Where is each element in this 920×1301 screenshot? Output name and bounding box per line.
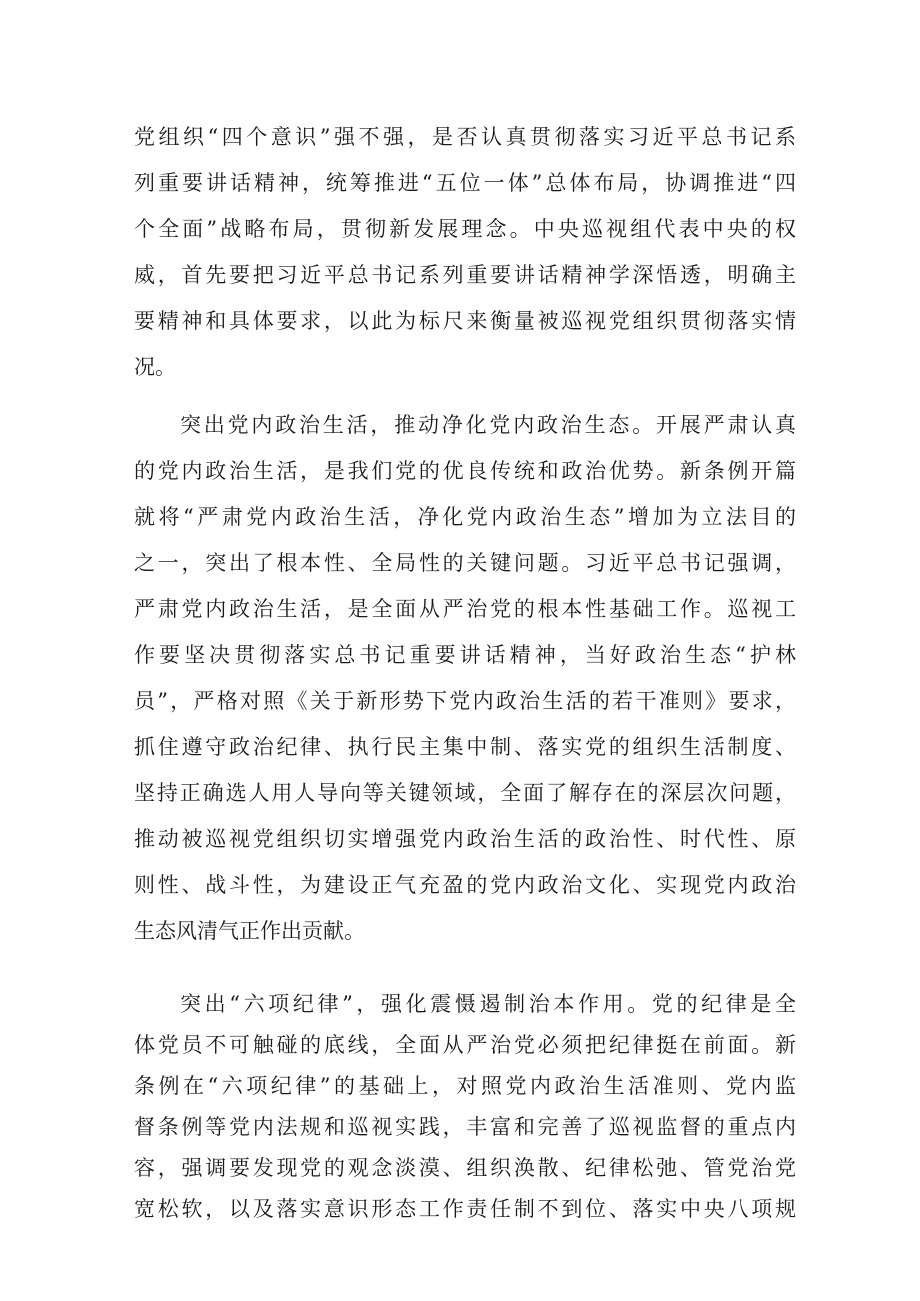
text-line: 之一，突出了根本性、全局性的关键问题。习近平总书记强调，	[134, 551, 796, 575]
text-line: 抓住遵守政治纪律、执行民主集中制、落实党的组织生活制度、	[134, 735, 796, 759]
text-line: 督条例等党内法规和巡视实践，丰富和完善了巡视监督的重点内	[134, 1115, 796, 1139]
text-line: 坚持正确选人用人导向等关键领域，全面了解存在的深层次问题，	[134, 781, 796, 805]
paragraph-2	[134, 402, 796, 954]
text-line: 的党内政治生活，是我们党的优良传统和政治优势。新条例开篇	[134, 459, 796, 483]
text-line: 个全面”战略布局，贯彻新发展理念。中央巡视组代表中央的权	[134, 217, 796, 241]
text-line: 生态风清气正作出贡献。	[134, 919, 365, 943]
paragraph-3	[134, 984, 796, 1230]
text-line: 员”，严格对照《关于新形势下党内政治生活的若干准则》要求，	[134, 689, 796, 713]
text-line: 宽松软，以及落实意识形态工作责任制不到位、落实中央八项规	[134, 1197, 796, 1221]
text-line: 就将“严肃党内政治生活，净化党内政治生态”增加为立法目的	[134, 505, 796, 529]
text-line: 威，首先要把习近平总书记系列重要讲话精神学深悟透，明确主	[134, 263, 796, 287]
text-line: 严肃党内政治生活，是全面从严治党的根本性基础工作。巡视工	[134, 597, 796, 621]
text-line: 体党员不可触碰的底线，全面从严治党必须把纪律挺在前面。新	[134, 1033, 796, 1057]
text-line: 党组织“四个意识”强不强，是否认真贯彻落实习近平总书记系	[134, 125, 796, 149]
text-line: 容，强调要发现党的观念淡漠、组织涣散、纪律松弛、管党治党	[134, 1156, 796, 1180]
text-line: 列重要讲话精神，统筹推进“五位一体”总体布局，协调推进“四	[134, 171, 796, 195]
text-line: 况。	[134, 355, 176, 379]
text-line: 则性、战斗性，为建设正气充盈的党内政治文化、实现党内政治	[134, 873, 796, 897]
text-line: 突出党内政治生活，推动净化党内政治生态。开展严肃认真	[180, 413, 796, 437]
paragraph-1	[134, 114, 796, 390]
text-line: 条例在“六项纪律”的基础上，对照党内政治生活准则、党内监	[134, 1074, 796, 1098]
text-line: 要精神和具体要求，以此为标尺来衡量被巡视党组织贯彻落实情	[134, 309, 796, 333]
text-line: 突出“六项纪律”，强化震慑遏制治本作用。党的纪律是全	[180, 992, 796, 1016]
text-line: 推动被巡视党组织切实增强党内政治生活的政治性、时代性、原	[134, 827, 796, 851]
text-line: 作要坚决贯彻落实总书记重要讲话精神，当好政治生态“护林	[134, 643, 796, 667]
